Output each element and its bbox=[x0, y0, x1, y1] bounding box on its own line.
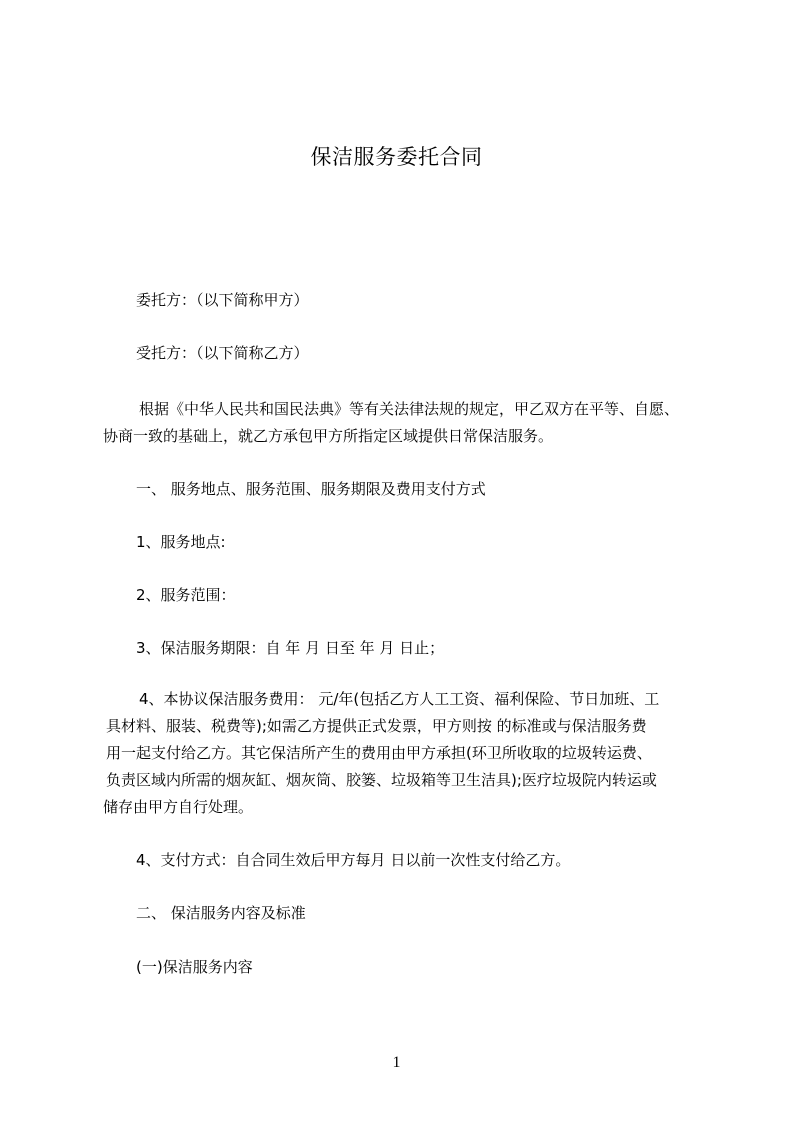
preamble-line-1: 根据《中华人民共和国民法典》等有关法律法规的规定，甲乙双方在平等、自愿、 bbox=[139, 400, 680, 418]
subsection-1-heading: (一)保洁服务内容 bbox=[136, 958, 253, 976]
item-4b-payment-method: 4、支付方式：自合同生效后甲方每月 日以前一次性支付给乙方。 bbox=[136, 851, 571, 869]
item-3-service-period: 3、保洁服务期限：自 年 月 日至 年 月 日止； bbox=[136, 639, 445, 657]
item-4-line-4: 负责区域内所需的烟灰缸、烟灰筒、胶篓、垃圾箱等卫生洁具);医疗垃圾院内转运或 bbox=[106, 771, 657, 789]
item-4-line-2: 具材料、服装、税费等);如需乙方提供正式发票，甲方则按 的标准或与保洁服务费 bbox=[106, 717, 647, 735]
item-4-fee-paragraph bbox=[103, 686, 660, 821]
party-a-line: 委托方：（以下简称甲方） bbox=[136, 291, 309, 309]
item-4-line-1: 4、本协议保洁服务费用： 元/年(包括乙方人工工资、福利保险、节日加班、工 bbox=[139, 690, 660, 708]
item-2-service-scope: 2、服务范围： bbox=[136, 586, 236, 604]
item-4-line-5: 储存由甲方自行处理。 bbox=[103, 798, 254, 816]
item-4-line-3: 用一起支付给乙方。其它保洁所产生的费用由甲方承担(环卫所收取的垃圾转运费、 bbox=[106, 744, 652, 762]
item-1-service-location: 1、服务地点: bbox=[136, 533, 226, 551]
page-number: 1 bbox=[392, 1054, 401, 1071]
section-1-heading: 一、 服务地点、服务范围、服务期限及费用支付方式 bbox=[136, 480, 486, 498]
section-2-heading: 二、 保洁服务内容及标准 bbox=[136, 904, 306, 922]
party-b-line: 受托方：（以下简称乙方） bbox=[136, 344, 309, 362]
document-title: 保洁服务委托合同 bbox=[310, 145, 483, 169]
preamble-paragraph bbox=[103, 396, 679, 450]
preamble-line-2: 协商一致的基础上，就乙方承包甲方所指定区域提供日常保洁服务。 bbox=[103, 427, 554, 445]
